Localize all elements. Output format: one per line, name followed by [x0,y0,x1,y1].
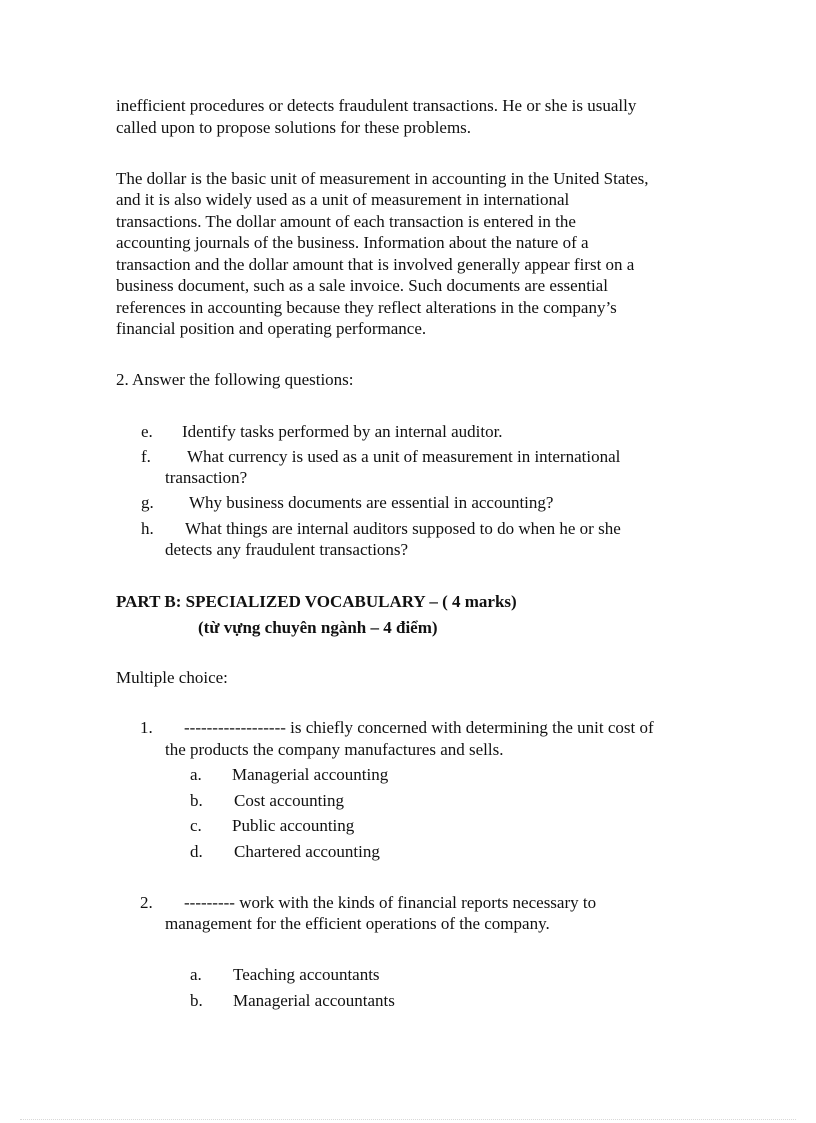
paragraph-line: business document, such as a sale invoice. Such documents are essential [116,276,608,295]
mc-option-letter: b. [190,991,203,1010]
paragraph-line: accounting journals of the business. Information about the nature of a [116,233,589,252]
paragraph-line: inefficient procedures or detects fraudulent transactions. He or she is usually [116,96,637,115]
mc-number: 2. [140,893,153,912]
question-marker: f. [141,447,151,466]
mc-option-letter: c. [190,816,202,835]
question-text: What currency is used as a unit of measurement in international [187,447,621,466]
page-bottom-divider [20,1119,796,1120]
question-marker: g. [141,493,154,512]
mc-question-text: --------- work with the kinds of financial reports necessary to [184,893,597,912]
multiple-choice-heading: Multiple choice: [116,668,228,687]
paragraph-line: and it is also widely used as a unit of measurement in international [116,190,570,209]
question-text: Identify tasks performed by an internal auditor. [182,422,503,441]
part-b-title: PART B: SPECIALIZED VOCABULARY – ( 4 marks) [116,592,517,611]
paragraph-line: transaction and the dollar amount that is involved generally appear first on a [116,255,635,274]
mc-question-text: the products the company manufactures and sells. [165,740,504,759]
paragraph-line: financial position and operating performance. [116,319,427,338]
mc-option-letter: b. [190,791,203,810]
mc-question-text: management for the efficient operations of the company. [165,914,550,933]
mc-number: 1. [140,718,153,737]
part-b-subtitle: (từ vựng chuyên ngành – 4 điểm) [198,618,438,637]
question-text: transaction? [165,468,248,487]
mc-question-text: ------------------ is chiefly concerned with determining the unit cost of [184,718,654,737]
paragraph-line: called upon to propose solutions for these problems. [116,118,472,137]
mc-option-text: Managerial accounting [232,765,389,784]
mc-option-text: Cost accounting [234,791,345,810]
paragraph-line: transactions. The dollar amount of each transaction is entered in the [116,212,576,231]
mc-option-text: Public accounting [232,816,355,835]
mc-option-letter: a. [190,765,202,784]
mc-option-text: Teaching accountants [233,965,380,984]
paragraph-line: The dollar is the basic unit of measurement in accounting in the United States, [116,169,649,188]
mc-option-text: Managerial accountants [233,991,395,1010]
question-text: Why business documents are essential in accounting? [189,493,554,512]
question-text: detects any fraudulent transactions? [165,540,409,559]
mc-option-letter: a. [190,965,202,984]
question-text: What things are internal auditors supposed to do when he or she [185,519,621,538]
question-heading: 2. Answer the following questions: [116,370,354,389]
mc-option-text: Chartered accounting [234,842,380,861]
question-marker: h. [141,519,154,538]
paragraph-line: references in accounting because they reflect alterations in the company’s [116,298,617,317]
mc-option-letter: d. [190,842,203,861]
question-marker: e. [141,422,153,441]
